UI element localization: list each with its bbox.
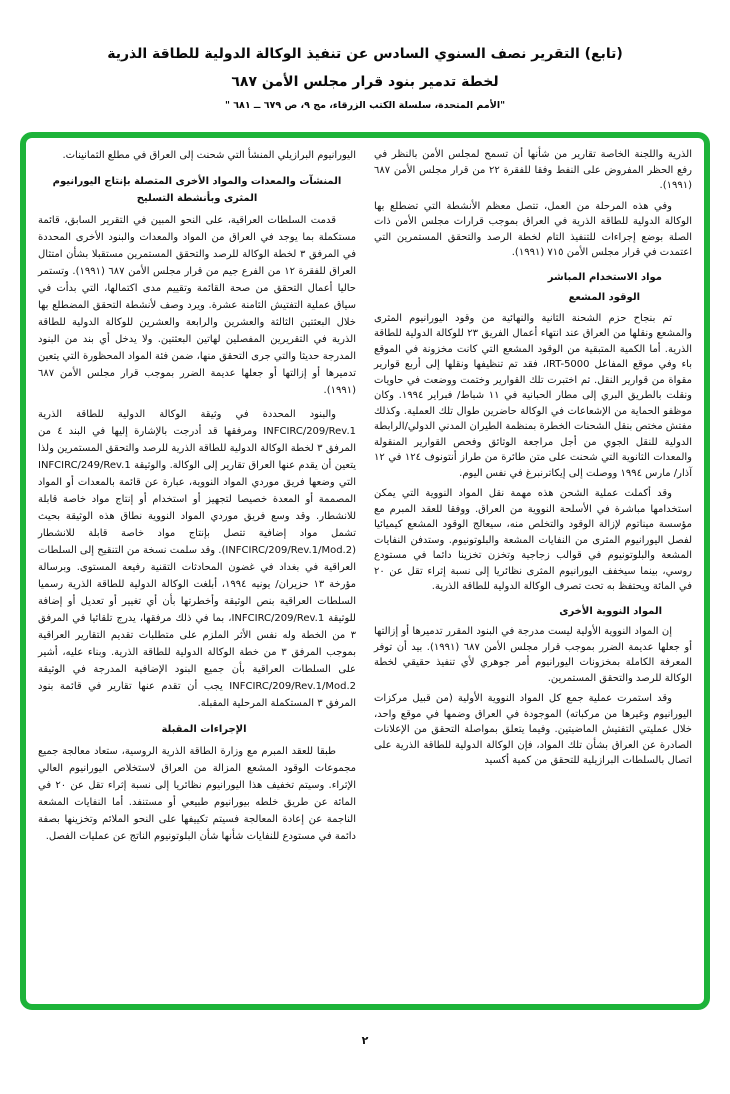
paragraph: الذرية واللجنة الخاصة تقارير من شأنها أن تسمح لمجلس الأمن بالنظر في رفع الحظر المفروض على النفط وفقا للفقرة ٢٢ من قرار مجلس الأمن ٦٨٧ (١٩٩١). — [374, 149, 692, 191]
report-title-line-2: لخطة تدمير بنود قرار مجلس الأمن ٦٨٧ — [231, 74, 499, 90]
paragraph: تم بنجاح حزم الشحنة الثانية والنهائية من وقود اليورانيوم المثرى والمشعع ونقلها من العراق عند انتهاء أعمال الفريق ٢٣ للوكالة الدولية للطاقة الذرية. أما الكمية المتبقية من الوقود المشعع التي كانت مخزونة في الموقع باء وفي موقع المفاعل IRT-5000، فقد تم تنظيفها ونقلها إلى أربع قوارير مقواة من قوارير النقل. ثم اختبرت تلك القوارير وختمت ووضعت في حاويات ونقلت بالطريق البري إلى مطار الحبانية في ١١ شباط/ فبراير ١٩٩٤. وكان موظفو الحماية من الإشعاعات في الوكالة حاضرين طوال تلك العملية. وكذلك مفتش مختص بنقل الشحنات الخطرة بمنظمة الطيران المدني الدولي/الرابطة الدولية للنقل الجوي من أجل مراجعة الوثائق وفحص القوارير المنقولة والمعدات الثانوية التي شحنت على متن طائرة من طراز أنتونوف ١٢٤ في ١٢ آذار/ مارس ١٩٩٤ ووصلت إلى إيكاترنبرغ في نفس اليوم. — [374, 312, 692, 479]
paragraph: إن المواد النووية الأولية ليست مدرجة في البنود المقرر تدميرها أو إزالتها أو جعلها عديمة الضرر بموجب قرار مجلس الأمن ٦٨٧ (١٩٩١). بيد أن توفر المعرفة الكاملة بمخزونات اليورانيوم أمر جوهري لأي تنفيذ حقيقي لخطة الوكالة للرصد والتحقق المستمرين. — [374, 626, 692, 684]
paragraph: والبنود المحددة في وثيقة الوكالة الدولية للطاقة الذرية INFCIRC/209/Rev.1 ومرفقها قد أدرجت بالإشارة إليها في البند ٤ من المرفق ٣ لخطة الوكالة الدولية للطاقة الذرية للرصد والتحقق المستمرين ولذا يتعين أن يقدم عنها العراق تقارير إلى الوكالة. والوثيقة INFCIRC/249/Rev.1 التي وضعها فريق موردي المواد النووية، عبارة عن قائمة بالمعدات أو المواد المصممة أو المعدة خصيصا لتجهيز أو استخدام أو إنتاج مواد خاصة قابلة للانشطار. وقد وسع فريق موردي المواد النووية نطاق هذه الوثيقة بحيث تشمل مواد إضافية تتصل بإنتاج مواد خاصة قابلة للانشطار (INFCIRC/209/Rev.1/Mod.2). وقد سلمت نسخة من التنقيح إلى السلطات العراقية في بغداد في غضون المحادثات التقنية رفيعة المستوى. وبرسالة مؤرخة ١٣ حزيران/ يونيه ١٩٩٤، أبلغت الوكالة الدولية للطاقة الذرية رسميا السلطات العراقية بنص الوثيقة وأخطرتها بأن أي تغيير أو تعديل أو إضافة للوثيقة INFCIRC/209/Rev.1، بما في ذلك مرفقها، يدرج تلقائيا في المرفق ٣ من الخطة وله نفس الأثر الملزم على متطلبات تقديم التقارير العراقية بموجب المرفق ٣ من خطة الوكالة الدولية للطاقة الذرية. وبناء عليه، أشير على السلطات العراقية بأن جميع البنود الإضافية المدرجة في الوثيقة INFCIRC/209/Rev.1/Mod.2 يجب أن تقدم عنها تقارير في قائمة بنود المرفق ٣ المستكملة المرحلية المقبلة. — [38, 409, 357, 709]
paragraph: اليورانيوم البرازيلي المنشأ التي شحنت إلى العراق في مطلع الثمانينات. — [62, 150, 356, 161]
section-heading-direct-use-materials: مواد الاستخدام المباشر — [547, 271, 662, 283]
column-left — [38, 147, 356, 1004]
page-number: ٢ — [361, 1034, 369, 1047]
column-right — [374, 147, 692, 1004]
page-header — [0, 0, 730, 111]
paragraph: وقد استمرت عملية جمع كل المواد النووية الأولية (من قبيل مركزات اليورانيوم وغيرها من مركباته) الموجودة في العراق وضمها في موقع واحد، خلال عمليتي التفتيش الماضيتين. وفيما يتعلق بمواصلة التحقق من الإعلانات الصادرة عن العراق بشأن تلك المواد، فإن الوكالة الدولية للطاقة الذرية على اتصال بالسلطات البرازيلية للتحقق من كمية أكسيد — [374, 693, 692, 766]
paragraph: طبقا للعقد المبرم مع وزارة الطاقة الذرية الروسية، ستعاد معالجة جميع مجموعات الوقود المشعع المزالة من العراق لاستخلاص اليورانيوم العالي الإثراء. وسيتم تخفيف هذا اليورانيوم نظائريا إلى نسبة إثراء تقل عن ٢٠ في المائة عن طريق خلطه بيورانيوم طبيعي أو مستنفد. أما النفايات المشعة الناجمة عن إعادة المعالجة فسيتم تكييفها على النحو الملائم وتخزينها بصفة دائمة في مستودع للنفايات شأنها شأن البلوتونيوم الناتج عن عمليات الفصل. — [38, 746, 356, 842]
source-citation: "الأمم المتحدة، سلسلة الكتب الزرقاء، مج ٩، ص ٦٧٩ ــ ٦٨١ " — [224, 100, 506, 111]
report-title-line-1: (تابع) التقرير نصف السنوي السادس عن تنفيذ الوكالة الدولية للطاقة الذرية — [107, 46, 623, 62]
section-heading-future-actions: الإجراءات المقبلة — [161, 724, 247, 735]
section-heading-other-nuclear-materials: المواد النووية الأخرى — [559, 605, 662, 617]
section-heading-facilities-equipment: المنشآت والمعدات والمواد الأخرى المتصلة بإنتاج اليورانيوم المثرى وبأنشطة التسليح — [52, 176, 342, 204]
paragraph: وفي هذه المرحلة من العمل، تتصل معظم الأنشطة التي تضطلع بها الوكالة الدولية للطاقة الذرية في العراق بموجب قرارات مجلس الأمن ذات الصلة بوضع إجراءات للتنفيذ التام لخطة الرصد والتحقق المستمرين التي اعتمدت في قرار مجلس الأمن ٧١٥ (١٩٩١). — [374, 200, 692, 258]
section-heading-irradiated-fuel: الوقود المشعع — [568, 292, 640, 303]
paragraph: وقد أكملت عملية الشحن هذه مهمة نقل المواد النووية التي يمكن استخدامها مباشرة في الأسلحة النووية من العراق. ووفقا للعقد المبرم مع مؤسسة ميناتوم لإزالة الوقود والتخلص منه، سيعالج الوقود المشعع كيميائيا لفصل اليورانيوم المثرى من النفايات المشعة والبلوتونيوم. وستدفن النفايات المشعة والبلوتونيوم في قوالب زجاجية وتخزن تخزينا دائما في مستودع روسي، بينما سيخفف اليورانيوم المثرى نظائريا إلى نسبة إثراء تقل عن ٢٠ في المائة ويحتفظ به تحت تصرف الوكالة الدولية للطاقة الذرية. — [374, 488, 692, 592]
paragraph: قدمت السلطات العراقية، على النحو المبين في التقرير السابق، قائمة مستكملة بما يوجد في العراق من المواد والمعدات والبنود الأخرى المحددة في المرفق ٣ لخطة الوكالة للرصد والتحقق المستمرين مستقبلا بشأن امتثال العراق للفقرة ١٢ من الفرع جيم من قرار مجلس الأمن ٦٨٧ (١٩٩١). وتستمر حاليا أعمال التحقق من صحة القائمة وتقييم مدى اكتمالها، التي بدأت في سياق عملية التفتيش الثامنة عشرة. ويرد وصف لأنشطة التحقق المضطلع بها خلال البعثتين الثالثة والعشرين والرابعة والعشرين للوكالة الدولية للطاقة الذرية في التقريرين المفصلين لهاتين البعثتين. ولا يدخل أي بند من البنود المدرجة حديثا والتي جرى التحقق منها، ضمن فئة المواد المحظورة التي يتعين تدميرها أو إزالتها أو جعلها عديمة الضرر بموجب قرار مجلس الأمن ٦٨٧ (١٩٩١). — [38, 215, 357, 396]
content-border-box — [20, 132, 710, 1010]
